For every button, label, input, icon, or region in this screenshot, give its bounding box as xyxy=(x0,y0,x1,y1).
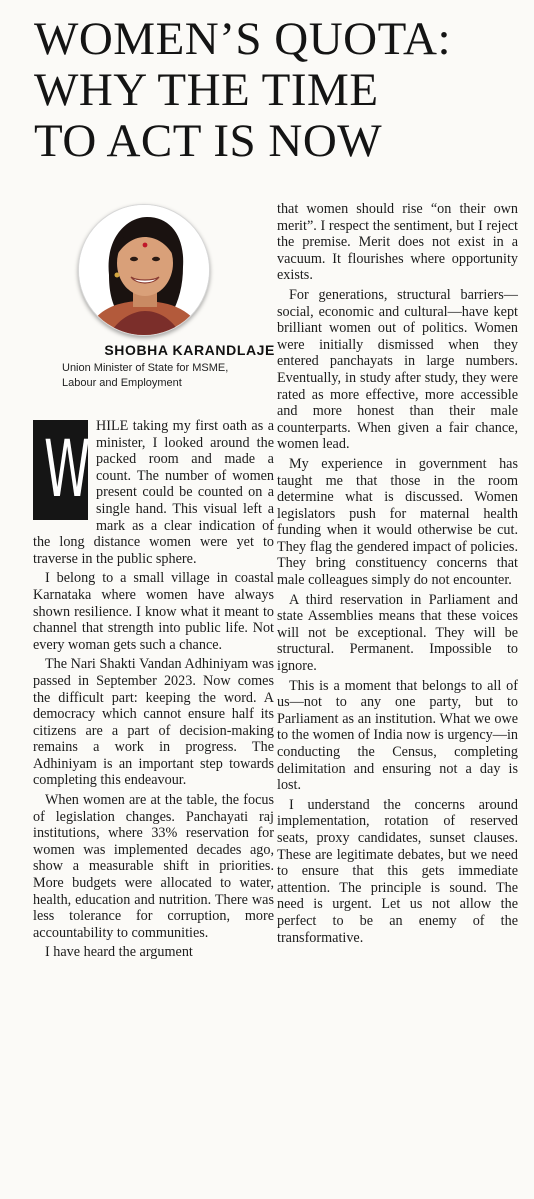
headline-line-2: WHY THE TIME xyxy=(34,64,379,116)
author-role-line-1: Union Minister of State for MSME, xyxy=(62,362,229,374)
author-role xyxy=(62,361,262,391)
article-column-right xyxy=(277,201,518,949)
paragraph: I belong to a small village in coastal Karnataka where women have always shown resilience. I know what it meant to channel that strength into public life. Not every woman gets such a chance. xyxy=(33,570,274,653)
paragraph: For generations, structural barriers—social, economic and cultural—have kept brilliant women out of politics. Women were initially dismissed when they entered panchayats in large numbers. Eventually, in study after study, they were rated as more effective, more accessible and more honest than their male counterparts. When given a fair chance, women lead. xyxy=(277,286,518,453)
article-column-left xyxy=(33,418,274,964)
paragraph: I have heard the argument xyxy=(45,944,193,961)
headline-line-1: WOMEN’S QUOTA: xyxy=(34,13,452,65)
paragraph: A third reservation in Parliament and state Assemblies means that these voices will not be exceptional. They will be structural. Permanent. Impossible to ignore. xyxy=(277,591,518,675)
paragraph xyxy=(33,418,274,567)
paragraph: I understand the concerns around implementation, rotation of reserved seats, proxy candidates, sunset clauses. These are legitimate debates, but we need to ensure that this gets immediate attention. The principle is sound. The need is urgent. Let us not allow the perfect to be an enemy of the transformative. xyxy=(277,796,518,946)
headline-line-3: TO ACT IS NOW xyxy=(34,115,383,167)
author-name: SHOBHA KARANDLAJE xyxy=(104,342,275,358)
author-portrait xyxy=(78,204,210,336)
paragraph: When women are at the table, the focus of legislation changes. Panchayati raj institutions, where 33% reservation for women was implemented decades ago, show a measurable shift in priorities. More budgets were allocated to water, health, education and nutrition. There was less tolerance for corruption, more accountability to communities. xyxy=(33,792,274,941)
dropcap xyxy=(33,420,91,520)
author-role-line-2: Labour and Employment xyxy=(62,377,182,389)
paragraph: that women should rise “on their own merit”. I respect the sentiment, but I reject the premise. Merit does not exist in a vacuum. It flourishes where opportunity exists. xyxy=(277,201,518,284)
paragraph-text: HILE taking my first oath as a minister, I looked around the packed room and made a count. The number of women present could be counted on a single hand. This visual left a mark as a clear indication of the long distance women were yet to traverse in the public sphere. xyxy=(33,418,274,567)
dropcap-letter: W xyxy=(44,425,91,515)
paragraph: My experience in government has taught me that those in the room determine what is discussed. Women legislators push for maternal health funding when it would otherwise be cut. They flag the gendered impact of policies. They bring constituency concerns that male colleagues simply do not encounter. xyxy=(277,455,518,589)
paragraph: The Nari Shakti Vandan Adhiniyam was passed in September 2023. Now comes the difficult part: keeping the word. A democracy which cannot ensure half its citizens are a part of decision-making remains a work in progress. The Adhiniyam is an important step towards completing this endeavour. xyxy=(33,656,274,789)
paragraph: This is a moment that belongs to all of us—not to any one party, but to Parliament as an institution. What we owe to the women of India now is urgency—in conducting the Census, completing delimitation and ensuring not a day is lost. xyxy=(277,677,518,794)
headline xyxy=(34,14,524,167)
author-photo-illustration xyxy=(79,205,209,335)
